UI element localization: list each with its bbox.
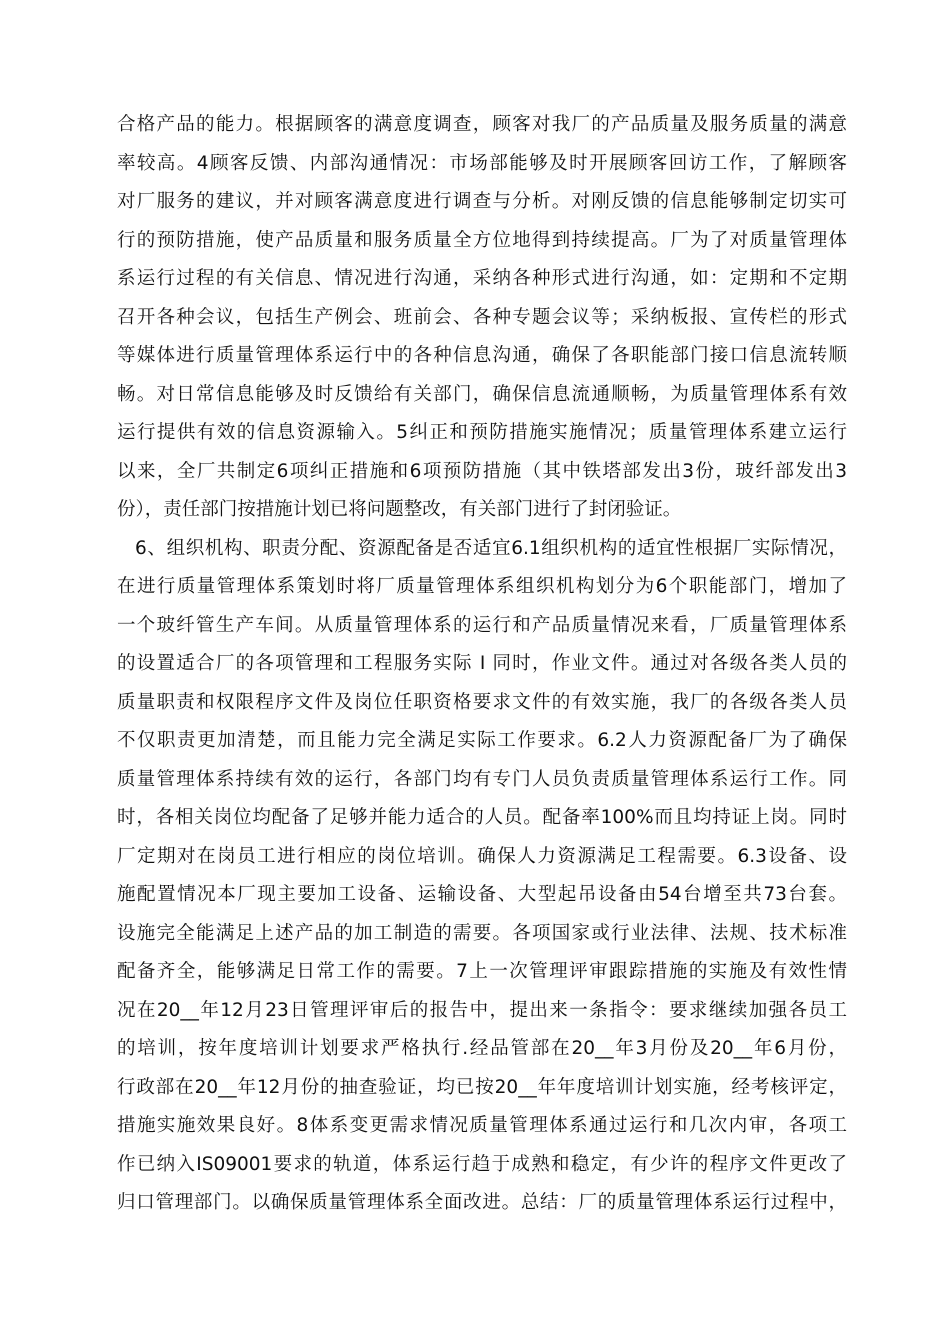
text-line: 在进行质量管理体系策划时将厂质量管理体系组织机构划分为6个职能部门，增加了 <box>117 576 847 597</box>
text-line: 设施完全能满足上述产品的加工制造的需要。各项国家或行业法律、法规、技术标准 <box>117 922 847 944</box>
text-line: 行政部在20__年12月份的抽查验证，均已按20__年年度培训计划实施，经考核评定， <box>117 1076 847 1098</box>
text-line: 畅。对日常信息能够及时反馈给有关部门，确保信息流通顺畅，为质量管理体系有效 <box>117 383 847 405</box>
text-line: 措施实施效果良好。8体系变更需求情况质量管理体系通过运行和几次内审，各项工 <box>117 1115 847 1136</box>
text-line: 份），责任部门按措施计划已将问题整改，有关部门进行了封闭验证。 <box>117 499 682 520</box>
text-line: 不仅职责更加清楚，而且能力完全满足实际工作要求。6.2人力资源配备厂为了确保 <box>117 730 847 751</box>
text-line: 运行提供有效的信息资源输入。5纠正和预防措施实施情况；质量管理体系建立运行 <box>117 422 847 443</box>
text-line: 况在20__年12月23日管理评审后的报告中，提出来一条指令：要求继续加强各员工 <box>117 999 847 1021</box>
text-line: 的培训，按年度培训计划要求严格执行.经品管部在20__年3月份及20__年6月份， <box>117 1038 847 1059</box>
text-line: 质量管理体系持续有效的运行，各部门均有专门人员负责质量管理体系运行工作。同 <box>117 768 847 790</box>
text-line: 对厂服务的建议，并对顾客满意度进行调查与分析。对刚反馈的信息能够制定切实可 <box>117 191 847 212</box>
text-line: 配备齐全，能够满足日常工作的需要。7上一次管理评审跟踪措施的实施及有效性情 <box>117 961 847 982</box>
text-line: 质量职责和权限程序文件及岗位任职资格要求文件的有效实施，我厂的各级各类人员 <box>117 691 847 713</box>
text-line: 一个玻纤管生产车间。从质量管理体系的运行和产品质量情况来看，厂质量管理体系 <box>117 614 847 636</box>
text-line: 系运行过程的有关信息、情况进行沟通，采纳各种形式进行沟通，如：定期和不定期 <box>117 268 847 289</box>
text-line: 厂定期对在岗员工进行相应的岗位培训。确保人力资源满足工程需要。6.3设备、设 <box>117 845 847 867</box>
text-line: 施配置情况本厂现主要加工设备、运输设备、大型起吊设备由54台增至共73台套。 <box>117 884 847 905</box>
text-line: 的设置适合厂的各项管理和工程服务实际 I 同时，作业文件。通过对各级各类人员的 <box>117 653 847 674</box>
text-line: 召开各种会议，包括生产例会、班前会、各种专题会议等；采纳板报、宣传栏的形式 <box>117 306 847 328</box>
text-line: 6、组织机构、职责分配、资源配备是否适宜6.1组织机构的适宜性根据厂实际情况， <box>135 537 847 559</box>
text-line: 作已纳入IS09001要求的轨道，体系运行趋于成熟和稳定，有少许的程序文件更改了 <box>117 1153 847 1175</box>
text-line: 归口管理部门。以确保质量管理体系全面改进。总结：厂的质量管理体系运行过程中， <box>117 1192 847 1213</box>
text-line: 等媒体进行质量管理体系运行中的各种信息沟通，确保了各职能部门接口信息流转顺 <box>117 345 847 366</box>
text-line: 行的预防措施，使产品质量和服务质量全方位地得到持续提高。厂为了对质量管理体 <box>117 229 847 251</box>
text-line: 以来，全厂共制定6项纠正措施和6项预防措施（其中铁塔部发出3份，玻纤部发出3 <box>117 460 847 482</box>
text-line: 时，各相关岗位均配备了足够并能力适合的人员。配备率100%而且均持证上岗。同时 <box>117 807 847 828</box>
text-line: 率较高。4顾客反馈、内部沟通情况：市场部能够及时开展顾客回访工作，了解顾客 <box>117 152 847 174</box>
text-line: 合格产品的能力。根据顾客的满意度调查，顾客对我厂的产品质量及服务质量的满意 <box>117 114 847 135</box>
